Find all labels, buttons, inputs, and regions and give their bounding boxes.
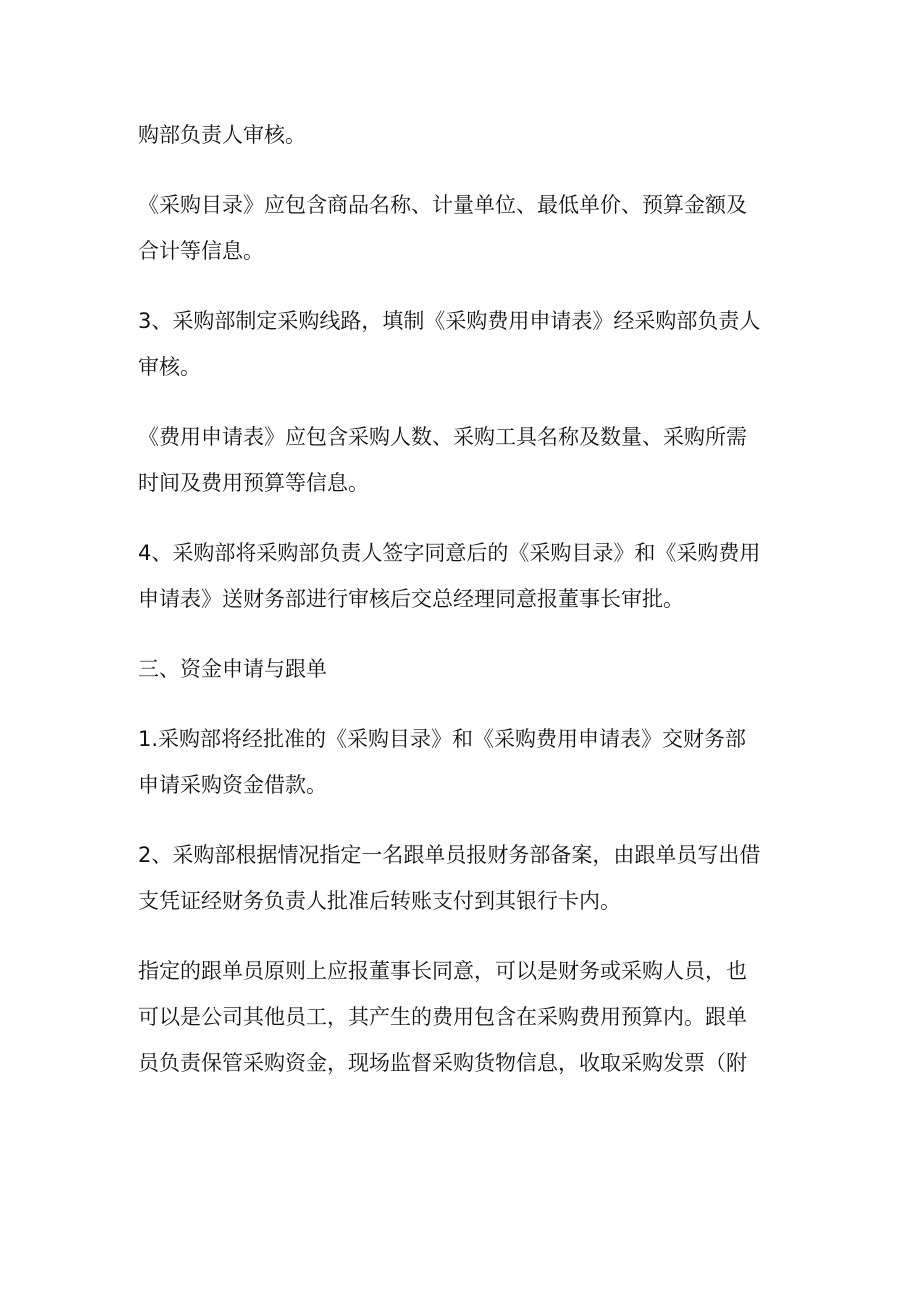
text-line: 1.采购部将经批准的《采购目录》和《采购费用申请表》交财务部 <box>138 727 747 751</box>
paragraph-7 <box>138 716 798 808</box>
text-line: 2、采购部根据情况指定一名跟单员报财务部备案，由跟单员写出借 <box>138 843 761 867</box>
text-line: 三、资金申请与跟单 <box>138 657 327 681</box>
paragraph-5 <box>138 530 798 622</box>
text-line: 审核。 <box>138 355 201 379</box>
text-line: 4、采购部将采购部负责人签字同意后的《采购目录》和《采购费用 <box>138 541 761 565</box>
text-line: 申请表》送财务部进行审核后交总经理同意报董事长审批。 <box>138 587 684 611</box>
text-line: 3、采购部制定采购线路，填制《采购费用申请表》经采购部负责人 <box>138 309 761 333</box>
paragraph-2 <box>138 182 798 274</box>
paragraph-4 <box>138 414 798 506</box>
text-line: 《采购目录》应包含商品名称、计量单位、最低单价、预算金额及 <box>138 193 747 217</box>
paragraph-9 <box>138 948 798 1086</box>
paragraph-3 <box>138 298 798 390</box>
paragraph-8 <box>138 832 798 924</box>
text-line: 可以是公司其他员工，其产生的费用包含在采购费用预算内。跟单 <box>138 1005 747 1029</box>
text-line: 指定的跟单员原则上应报董事长同意，可以是财务或采购人员，也 <box>138 959 747 983</box>
paragraph-1 <box>138 112 798 158</box>
section-heading <box>138 646 798 692</box>
text-line: 申请采购资金借款。 <box>138 773 327 797</box>
text-line: 支凭证经财务负责人批准后转账支付到其银行卡内。 <box>138 889 621 913</box>
text-line: 员负责保管采购资金，现场监督采购货物信息，收取采购发票（附 <box>138 1051 747 1075</box>
text-line: 购部负责人审核。 <box>138 123 306 147</box>
document-body <box>138 112 798 1110</box>
text-line: 《费用申请表》应包含采购人数、采购工具名称及数量、采购所需 <box>138 425 747 449</box>
text-line: 合计等信息。 <box>138 239 264 263</box>
text-line: 时间及费用预算等信息。 <box>138 471 369 495</box>
